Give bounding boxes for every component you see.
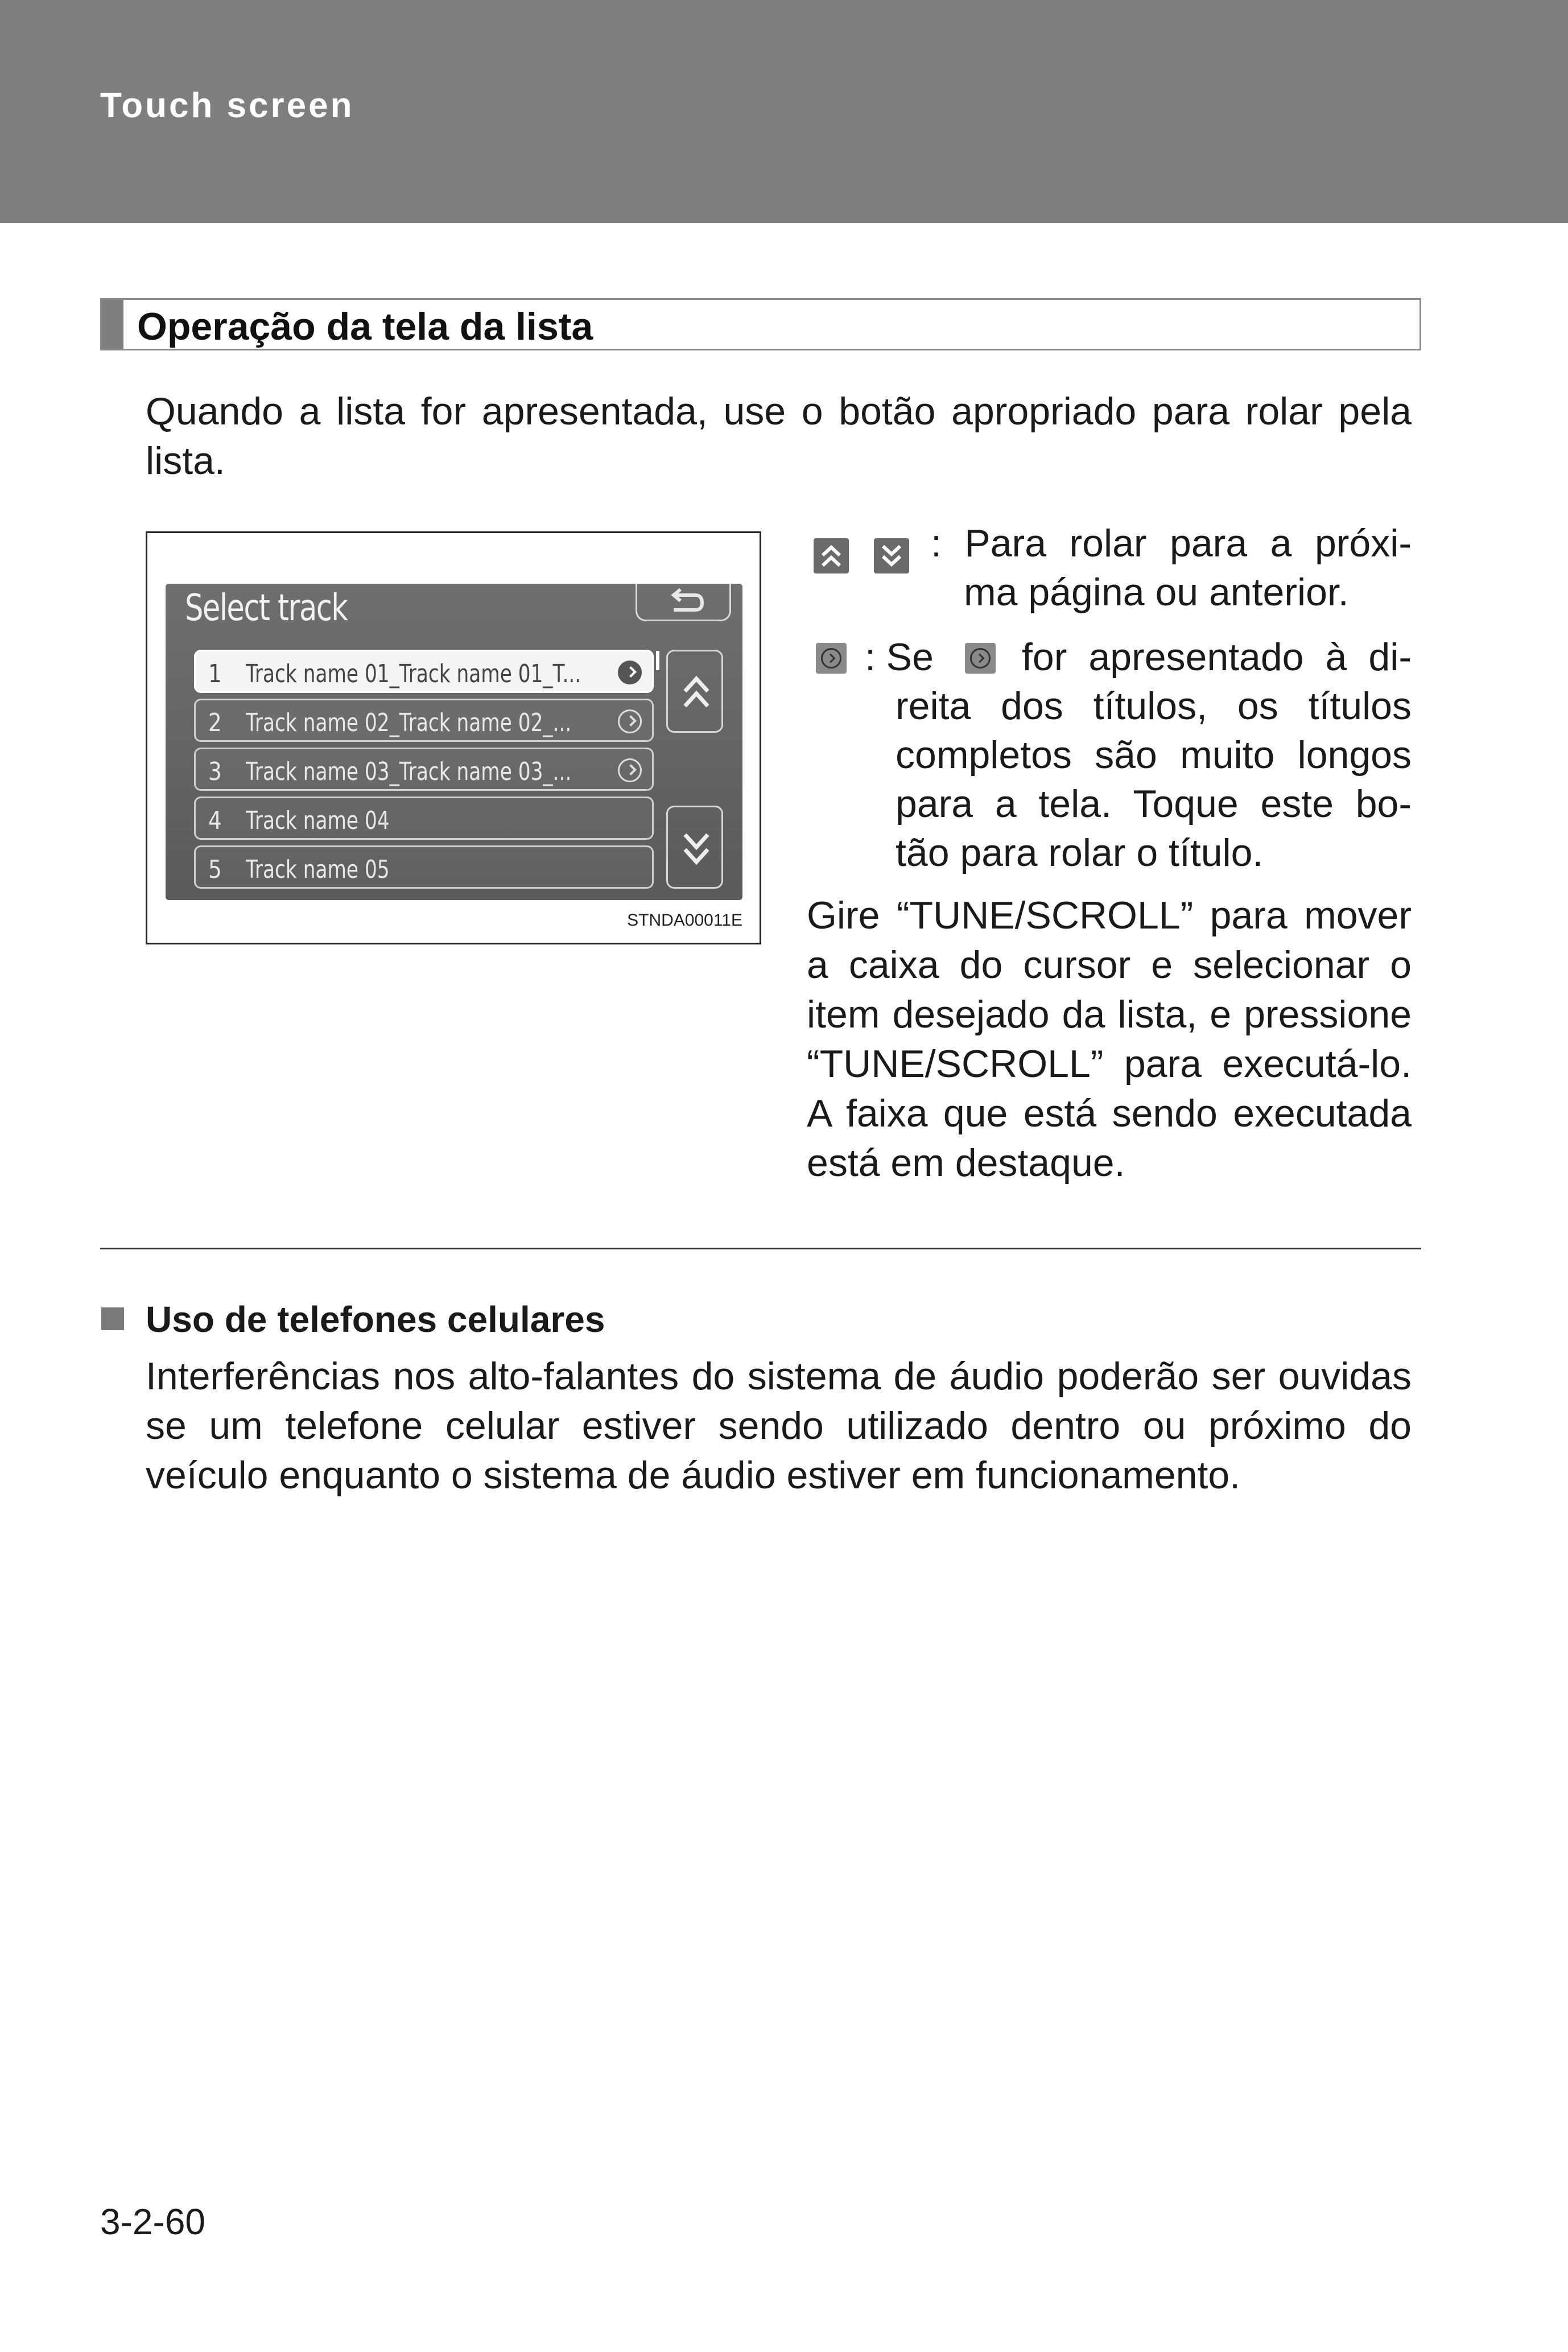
title-legend-line2: reita dos títulos, os títulos (896, 684, 1412, 728)
usage-paragraph: Interferências nos alto-falantes do sistema de áudio poderão ser ouvidas se um telefone celular estiver sendo utilizado dentro ou próximo do veículo enquanto o sistema de áudio estiver em funcionamento. (146, 1355, 1412, 1497)
track-number: 5 (208, 855, 222, 884)
title-legend-line3: completos são muito longos (896, 733, 1412, 777)
double-chevron-up-icon (680, 672, 712, 713)
track-number: 4 (208, 806, 222, 835)
chevron-right-circle-icon (816, 643, 847, 674)
page-down-button[interactable] (666, 806, 723, 889)
scrollbar-marker (656, 651, 659, 670)
double-chevron-down-icon (874, 538, 909, 573)
header-band (0, 0, 1568, 223)
title-legend-line1: for apresentado à di- (1022, 636, 1412, 679)
track-number: 1 (208, 659, 222, 688)
track-number: 3 (208, 757, 222, 786)
track-row[interactable] (194, 845, 654, 889)
track-row[interactable] (194, 797, 654, 840)
double-chevron-up-icon (814, 538, 849, 573)
back-arrow-icon (666, 587, 705, 617)
title-legend-line5: tão para rolar o título. (896, 831, 1264, 874)
page-up-button[interactable] (666, 650, 723, 733)
double-chevron-down-icon (680, 828, 712, 869)
back-button[interactable] (636, 584, 731, 621)
track-row[interactable] (194, 650, 654, 693)
track-name: Track name 03_Track name 03_... (246, 757, 572, 786)
screen-title: Select track (185, 587, 348, 629)
divider (100, 1248, 1421, 1249)
chevron-right-circle-icon[interactable] (618, 661, 642, 684)
chevron-right-circle-icon[interactable] (618, 758, 642, 782)
screen-figure (146, 531, 761, 944)
track-name: Track name 05 (246, 855, 390, 884)
scroll-legend-line2: ma página ou anterior. (964, 571, 1349, 614)
scroll-legend-line1: : Para rolar para a próxi- (931, 522, 1412, 565)
track-row[interactable] (194, 748, 654, 791)
track-name: Track name 02_Track name 02_... (246, 708, 572, 737)
title-legend-prefix: : Se (865, 636, 934, 679)
chevron-right-circle-icon[interactable] (618, 709, 642, 733)
intro-paragraph: Quando a lista for apresentada, use o botão apropriado para rolar pela lista. (146, 390, 1412, 482)
header-title: Touch screen (100, 86, 354, 125)
title-legend-line4: para a tela. Toque este bo- (896, 782, 1412, 826)
tune-scroll-paragraph: Gire “TUNE/SCROLL” para mover a caixa do cursor e selecionar o item desejado da lista, e pressione “TUNE/SCROLL” para executá-lo. A faixa que está sendo executada está em destaque. (807, 894, 1412, 1185)
track-row[interactable] (194, 699, 654, 742)
section-title: Operação da tela da lista (137, 305, 593, 348)
track-name: Track name 01_Track name 01_T... (246, 659, 581, 688)
select-track-screen (166, 584, 742, 900)
section-title-bar (100, 298, 1421, 350)
section-accent (102, 300, 123, 349)
bullet-square-icon (101, 1307, 124, 1330)
usage-title: Uso de telefones celulares (146, 1299, 605, 1340)
track-number: 2 (208, 708, 222, 737)
figure-code: STNDA00011E (627, 911, 742, 930)
page-number: 3-2-60 (100, 2201, 205, 2242)
chevron-right-circle-icon (965, 643, 996, 674)
track-name: Track name 04 (246, 806, 390, 835)
